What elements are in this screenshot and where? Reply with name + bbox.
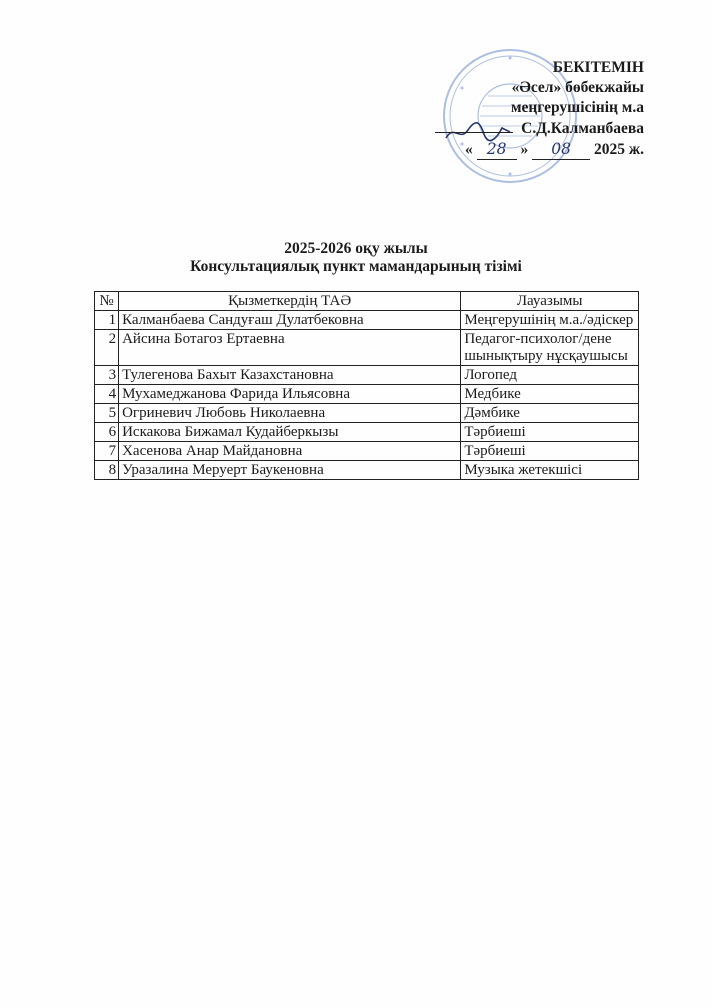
- signature-line: [435, 118, 513, 133]
- row-name: Хасенова Анар Майдановна: [119, 442, 461, 461]
- approval-heading: БЕКІТЕМІН: [552, 59, 644, 76]
- table-row: [95, 311, 639, 330]
- row-number: 8: [95, 461, 119, 480]
- row-name: Айсина Ботагоз Ертаевна: [119, 330, 461, 366]
- row-number: 1: [95, 311, 119, 330]
- row-position: Тәрбиеші: [461, 423, 639, 442]
- approval-role: меңгерушісінің м.а: [510, 99, 644, 116]
- row-number: 3: [95, 366, 119, 385]
- table-row: [95, 404, 639, 423]
- date-mid-quote: »: [520, 141, 529, 158]
- row-position: Меңгерушінің м.а./әдіскер: [461, 311, 639, 330]
- row-name: Тулегенова Бахыт Казахстановна: [119, 366, 461, 385]
- title-list-name: Консультациялық пункт мамандарының тізімі: [190, 258, 522, 275]
- row-position: Логопед: [461, 366, 639, 385]
- row-position: Дәмбике: [461, 404, 639, 423]
- row-number: 2: [95, 330, 119, 366]
- row-name: Огриневич Любовь Николаевна: [119, 404, 461, 423]
- header-position: Лауазымы: [461, 292, 639, 311]
- document-title: [0, 240, 712, 276]
- approval-signatory-name: С.Д.Калманбаева: [521, 120, 644, 137]
- date-month: 08: [532, 139, 590, 160]
- table-row: [95, 385, 639, 404]
- row-name: Уразалина Меруерт Баукеновна: [119, 461, 461, 480]
- table-row: [95, 366, 639, 385]
- table-header-row: [95, 292, 639, 311]
- approval-date-row: [384, 139, 644, 160]
- approval-organization: «Әсел» бөбекжайы: [511, 79, 644, 96]
- header-number: №: [95, 292, 119, 311]
- date-day: 28: [477, 139, 517, 160]
- staff-table: [94, 291, 639, 480]
- row-name: Калманбаева Сандуғаш Дулатбековна: [119, 311, 461, 330]
- title-academic-year: 2025-2026 оқу жылы: [284, 240, 428, 257]
- header-full-name: Қызметкердің ТАӘ: [119, 292, 461, 311]
- table-row: [95, 461, 639, 480]
- table-row: [95, 442, 639, 461]
- row-number: 4: [95, 385, 119, 404]
- row-name: Искакова Бижамал Кудайберкызы: [119, 423, 461, 442]
- row-position: Педагог-психолог/дене шынықтыру нұсқаушысы: [461, 330, 639, 366]
- row-position: Медбике: [461, 385, 639, 404]
- approval-block: [384, 58, 644, 160]
- row-name: Мухамеджанова Фарида Ильясовна: [119, 385, 461, 404]
- table-row: [95, 330, 639, 366]
- date-year: 2025: [594, 141, 625, 158]
- row-position: Музыка жетекшісі: [461, 461, 639, 480]
- table-row: [95, 423, 639, 442]
- approval-signatory-row: [384, 118, 644, 139]
- date-open-quote: «: [465, 141, 473, 158]
- row-position: Тәрбиеші: [461, 442, 639, 461]
- row-number: 6: [95, 423, 119, 442]
- row-number: 5: [95, 404, 119, 423]
- date-suffix: ж.: [628, 141, 644, 158]
- row-number: 7: [95, 442, 119, 461]
